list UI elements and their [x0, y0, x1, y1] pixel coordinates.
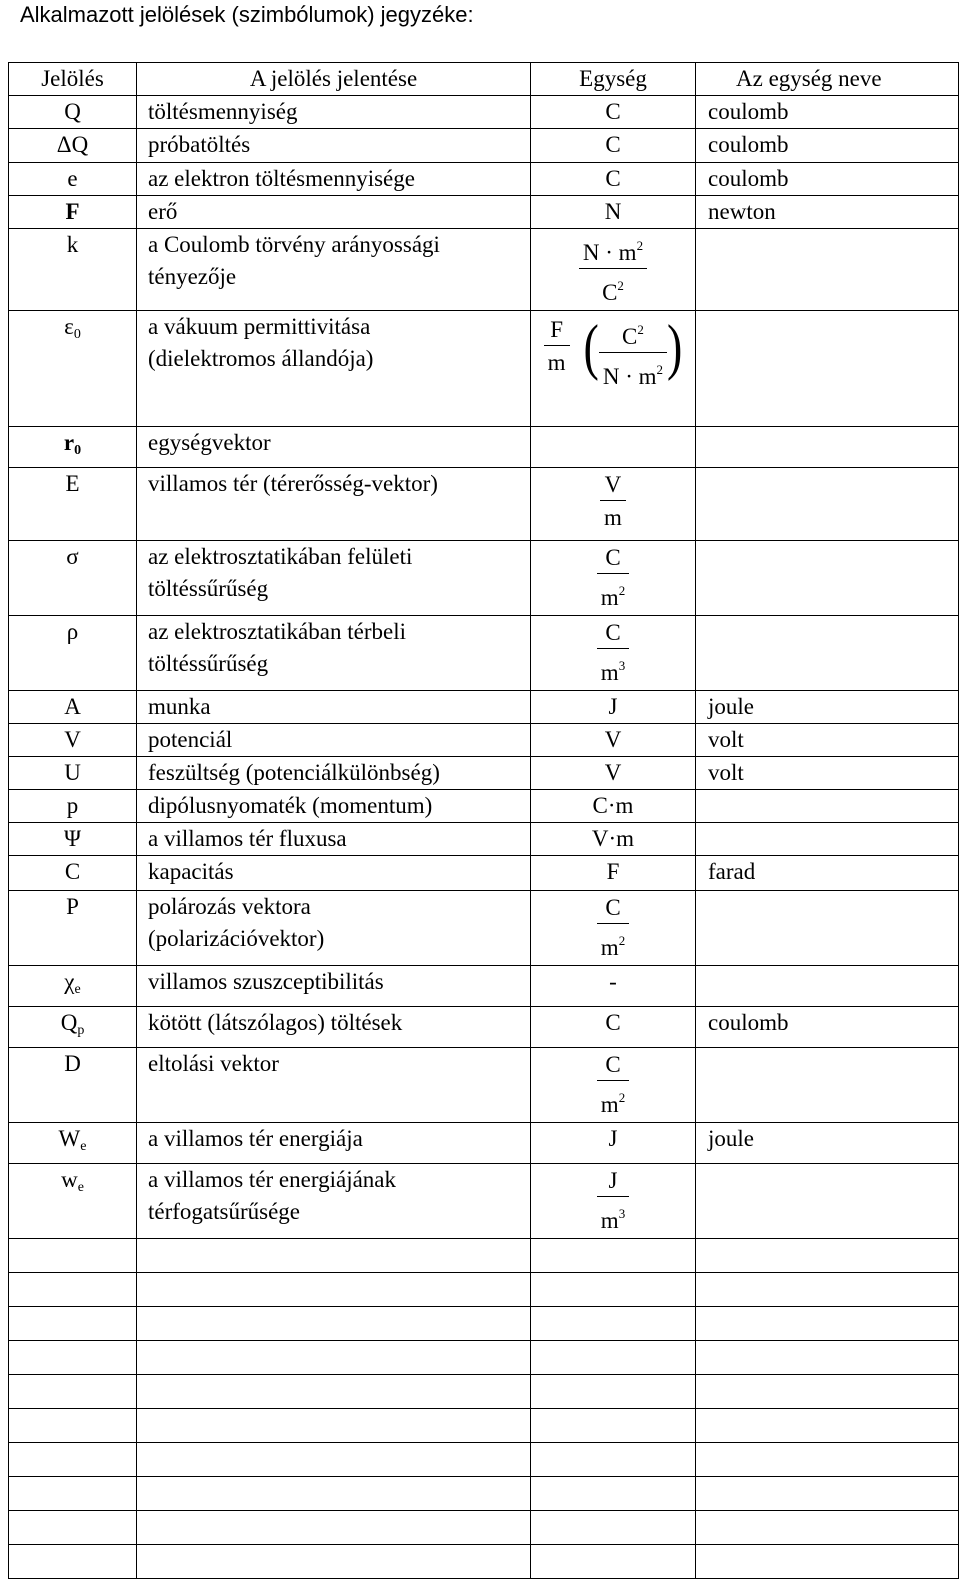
table-row [9, 823, 959, 856]
unit-cell [531, 1048, 696, 1123]
page-title: Alkalmazott jelölések (szimbólumok) jegyzéke: [20, 2, 474, 27]
table-row [9, 891, 959, 966]
unit-denominator: m [600, 660, 619, 685]
meaning-cell: egységvektor [137, 427, 531, 468]
unit-cell [531, 1164, 696, 1239]
unit-exponent: 3 [618, 658, 626, 673]
unit-numerator: C [622, 324, 638, 349]
symbol-subscript: e [80, 1139, 87, 1154]
header-meaning: A jelölés jelentése [137, 63, 531, 96]
meaning-line: az elektrosztatikában térbeli [148, 619, 406, 644]
unit-cell: J [531, 1123, 696, 1164]
unit-exponent: 2 [656, 362, 664, 377]
unit-name-cell: volt [696, 724, 959, 757]
unit-numerator: F [550, 317, 563, 342]
symbol-cell: D [9, 1048, 137, 1123]
unit-name-cell: joule [696, 691, 959, 724]
meaning-line: (dielektromos állandója) [148, 346, 374, 371]
unit-name-cell [696, 541, 959, 616]
meaning-line: térfogatsűrűsége [148, 1199, 300, 1224]
meaning-cell: a villamos tér fluxusa [137, 823, 531, 856]
meaning-cell: feszültség (potenciálkülönbség) [137, 757, 531, 790]
unit-denominator: m [600, 1208, 619, 1233]
symbol-cell: ρ [9, 616, 137, 691]
unit-cell: V [531, 724, 696, 757]
meaning-cell: villamos szuszceptibilitás [137, 966, 531, 1007]
unit-name-cell: volt [696, 757, 959, 790]
table-row [9, 757, 959, 790]
meaning-line: töltéssűrűség [148, 576, 269, 601]
unit-name-cell: coulomb [696, 96, 959, 129]
unit-alternative [584, 313, 683, 394]
empty-row [9, 1545, 959, 1579]
empty-row [9, 1511, 959, 1545]
unit-exponent: 2 [617, 278, 624, 293]
meaning-line: a villamos tér energiájának [148, 1167, 397, 1192]
unit-exponent: 2 [618, 933, 626, 948]
symbol-table [8, 62, 959, 1579]
unit-fraction [579, 231, 647, 310]
table-row [9, 691, 959, 724]
table-row [9, 196, 959, 229]
table-row [9, 229, 959, 311]
unit-name-cell [696, 468, 959, 541]
unit-exponent: 3 [618, 1206, 626, 1221]
header-unit: Egység [531, 63, 696, 96]
unit-fraction [597, 893, 629, 965]
meaning-cell [137, 541, 531, 616]
empty-row [9, 1375, 959, 1409]
unit-cell: - [531, 966, 696, 1007]
unit-cell: F [531, 856, 696, 891]
unit-fraction [597, 618, 629, 690]
unit-fraction [597, 1166, 629, 1238]
table-row [9, 1123, 959, 1164]
meaning-cell [137, 616, 531, 691]
unit-cell [531, 468, 696, 541]
unit-numerator: C [605, 1052, 621, 1077]
unit-name-cell [696, 427, 959, 468]
table-header [9, 63, 959, 96]
unit-fraction [600, 470, 626, 535]
symbol-cell [9, 966, 137, 1007]
symbol-main: Q [60, 1010, 78, 1035]
empty-row [9, 1409, 959, 1443]
unit-cell: J [531, 691, 696, 724]
meaning-cell [137, 311, 531, 427]
unit-cell: N [531, 196, 696, 229]
symbol-main: W [58, 1126, 81, 1151]
meaning-cell: potenciál [137, 724, 531, 757]
right-paren-icon: ) [667, 311, 683, 381]
symbol-cell: Ψ [9, 823, 137, 856]
table-row [9, 856, 959, 891]
meaning-line: töltéssűrűség [148, 651, 269, 676]
symbol-cell [9, 311, 137, 427]
unit-denominator: m [600, 1092, 619, 1117]
unit-denominator: m [600, 935, 619, 960]
symbol-subscript: 0 [73, 327, 81, 342]
unit-cell: C [531, 129, 696, 163]
unit-name-cell: farad [696, 856, 959, 891]
unit-cell: C [531, 96, 696, 129]
unit-numerator: J [608, 1168, 618, 1193]
meaning-line: tényezője [148, 264, 237, 289]
symbol-subscript: e [77, 1180, 84, 1195]
unit-exponent: 2 [637, 322, 644, 337]
empty-row [9, 1307, 959, 1341]
table-row [9, 1164, 959, 1239]
unit-name-cell: newton [696, 196, 959, 229]
unit-denominator: m [547, 350, 566, 375]
unit-cell: C [531, 163, 696, 196]
unit-name-cell: coulomb [696, 163, 959, 196]
unit-cell: V [531, 757, 696, 790]
header-unit-name: Az egység neve [696, 63, 959, 96]
unit-fraction [597, 543, 629, 615]
meaning-cell: munka [137, 691, 531, 724]
unit-cell: V·m [531, 823, 696, 856]
symbol-subscript: p [77, 1023, 85, 1038]
symbol-cell: F [9, 196, 137, 229]
table-row [9, 1007, 959, 1048]
meaning-cell: az elektron töltésmennyisége [137, 163, 531, 196]
empty-row [9, 1273, 959, 1307]
unit-name-cell [696, 311, 959, 427]
symbol-cell: E [9, 468, 137, 541]
unit-numerator: C [605, 620, 621, 645]
symbol-main: χ [64, 969, 75, 994]
symbol-cell [9, 1164, 137, 1239]
unit-name-cell: coulomb [696, 129, 959, 163]
table-row [9, 790, 959, 823]
empty-row [9, 1477, 959, 1511]
unit-exponent: 2 [618, 1090, 626, 1105]
empty-row [9, 1239, 959, 1273]
table-row [9, 311, 959, 427]
unit-cell [531, 229, 696, 311]
unit-cell: C·m [531, 790, 696, 823]
symbol-cell [9, 1123, 137, 1164]
table-row [9, 163, 959, 196]
unit-cell [531, 541, 696, 616]
table-row [9, 616, 959, 691]
unit-cell [531, 311, 696, 427]
meaning-cell: próbatöltés [137, 129, 531, 163]
unit-cell [531, 427, 696, 468]
meaning-cell [137, 891, 531, 966]
meaning-cell: a villamos tér energiája [137, 1123, 531, 1164]
symbol-subscript: e [74, 982, 81, 997]
table-row [9, 129, 959, 163]
symbol-cell: U [9, 757, 137, 790]
unit-denominator: C [602, 280, 618, 305]
symbol-cell: e [9, 163, 137, 196]
unit-name-cell [696, 823, 959, 856]
meaning-cell: erő [137, 196, 531, 229]
unit-fraction [544, 315, 570, 380]
unit-numerator: C [605, 545, 621, 570]
unit-denominator: m [600, 585, 619, 610]
empty-row [9, 1341, 959, 1375]
unit-cell [531, 891, 696, 966]
unit-name-cell [696, 616, 959, 691]
symbol-cell [9, 427, 137, 468]
left-paren-icon: ( [583, 311, 599, 381]
meaning-cell: kapacitás [137, 856, 531, 891]
symbol-cell: C [9, 856, 137, 891]
symbol-subscript: 0 [74, 443, 82, 458]
symbol-cell: Q [9, 96, 137, 129]
unit-exponent: 2 [636, 238, 644, 253]
symbol-main: w [61, 1167, 78, 1192]
meaning-line: az elektrosztatikában felületi [148, 544, 413, 569]
unit-cell: C [531, 1007, 696, 1048]
symbol-cell: k [9, 229, 137, 311]
unit-name-cell: joule [696, 1123, 959, 1164]
unit-fraction [599, 315, 667, 394]
table-row [9, 427, 959, 468]
unit-numerator: V [604, 472, 622, 497]
meaning-cell: eltolási vektor [137, 1048, 531, 1123]
meaning-line: polározás vektora [148, 894, 311, 919]
unit-denominator: N · m [602, 364, 657, 389]
empty-row [9, 1443, 959, 1477]
symbol-cell [9, 1007, 137, 1048]
symbol-main: ε [64, 314, 74, 339]
meaning-cell [137, 229, 531, 311]
symbol-cell: ΔQ [9, 129, 137, 163]
meaning-cell: töltésmennyiség [137, 96, 531, 129]
symbol-cell: P [9, 891, 137, 966]
unit-name-cell [696, 229, 959, 311]
unit-name-cell [696, 790, 959, 823]
meaning-cell: dipólusnyomaték (momentum) [137, 790, 531, 823]
meaning-line: a Coulomb törvény arányossági [148, 232, 440, 257]
unit-numerator: N · m [582, 240, 637, 265]
unit-cell [531, 616, 696, 691]
table-row [9, 724, 959, 757]
symbol-cell: V [9, 724, 137, 757]
meaning-cell: villamos tér (térerősség-vektor) [137, 468, 531, 541]
symbol-cell: A [9, 691, 137, 724]
meaning-cell: kötött (látszólagos) töltések [137, 1007, 531, 1048]
symbol-cell: σ [9, 541, 137, 616]
unit-exponent: 2 [618, 583, 626, 598]
symbol-main: r [63, 430, 75, 455]
unit-name-cell [696, 1164, 959, 1239]
symbol-cell: p [9, 790, 137, 823]
unit-name-cell: coulomb [696, 1007, 959, 1048]
meaning-cell [137, 1164, 531, 1239]
table-row [9, 96, 959, 129]
unit-name-cell [696, 891, 959, 966]
table-row [9, 1048, 959, 1123]
unit-numerator: C [605, 895, 621, 920]
unit-name-cell [696, 966, 959, 1007]
meaning-line: a vákuum permittivitása [148, 314, 371, 339]
header-symbol: Jelölés [9, 63, 137, 96]
unit-name-cell [696, 1048, 959, 1123]
unit-compound [544, 313, 683, 394]
unit-denominator: m [604, 505, 622, 530]
meaning-line: (polarizációvektor) [148, 926, 325, 951]
table-row [9, 468, 959, 541]
unit-fraction [597, 1050, 629, 1122]
table-row [9, 541, 959, 616]
table-row [9, 966, 959, 1007]
